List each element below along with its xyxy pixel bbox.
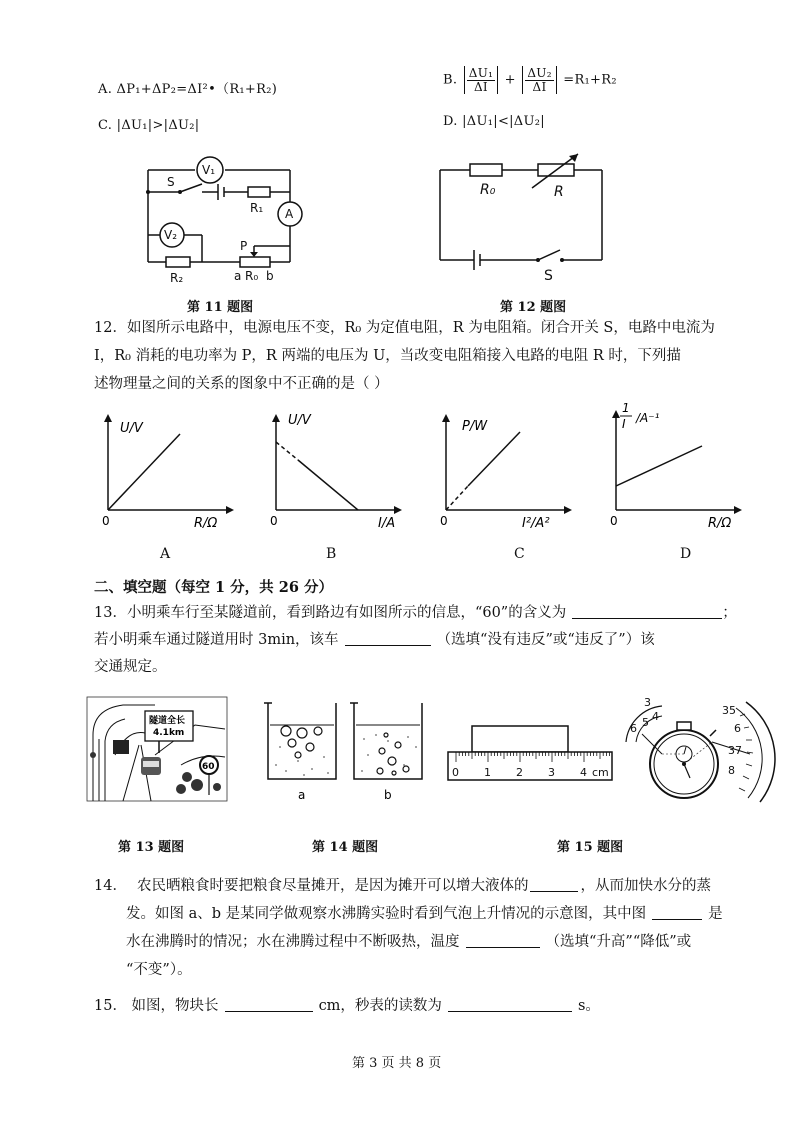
graph-c-ylabel: P/W <box>462 419 488 434</box>
graph-d <box>608 400 758 530</box>
graph-b-xlabel: I/A <box>378 516 396 530</box>
ruler-tick-3: 3 <box>548 766 555 779</box>
graph-d-xlabel: R/Ω <box>708 516 732 530</box>
graph-d-ylabel-den: I <box>622 417 626 431</box>
option-b-num1: ΔU₁ <box>468 65 494 80</box>
graph-c-origin: 0 <box>440 514 448 528</box>
graph-d-origin: 0 <box>610 514 618 528</box>
label-r0: R₀ <box>245 269 259 283</box>
graph-b-letter: B <box>326 546 337 562</box>
q14-blank3[interactable] <box>466 933 540 948</box>
ruler-tick-1: 1 <box>484 766 491 779</box>
ruler-with-block <box>446 720 616 790</box>
label-r1: R₁ <box>250 201 264 215</box>
graph-c <box>438 410 578 530</box>
graph-d-ylabel-unit: /A⁻¹ <box>636 411 660 425</box>
graph-d-ylabel-num: 1 <box>622 401 630 415</box>
graph-c-letter: C <box>514 546 525 562</box>
q14-line1: 14． 农民晒粮食时要把粮食尽量摊开，是因为摊开可以增大液体的 ，从而加快水分的蒸 <box>94 878 711 894</box>
beaker-a-label: a <box>298 788 306 802</box>
q13-line2: 若小明乘车通过隧道用时 3min，该车 （选填“没有违反”或“违反了”）该 <box>94 632 655 648</box>
graph-d-letter: D <box>680 546 692 562</box>
option-b-den1: ΔI <box>473 79 488 94</box>
tunnel-sign-line1: 隧道全长 <box>149 716 186 726</box>
graph-a <box>100 410 240 530</box>
option-b-prefix: B. <box>443 72 458 88</box>
ruler-unit: cm <box>592 766 609 779</box>
ruler-tick-2: 2 <box>516 766 523 779</box>
option-b <box>443 66 617 94</box>
option-b-suffix: =R₁+R₂ <box>563 72 617 88</box>
option-b-num2: ΔU₂ <box>527 65 552 80</box>
beaker-b-label: b <box>384 788 392 802</box>
circuit-11-diagram <box>140 150 310 290</box>
minute-tick-3: 3 <box>644 696 651 709</box>
label-r: R <box>554 184 564 200</box>
q12-line1: 12．如图所示电路中，电源电压不变，R₀ 为定值电阻，R 为电阻箱。闭合开关 S，电路中电流为 <box>94 320 715 336</box>
second-tick-8: 8 <box>728 764 735 777</box>
tunnel-illustration <box>85 695 230 805</box>
label-b-end: b <box>266 269 274 283</box>
boiling-beakers <box>258 695 438 805</box>
option-d: D. |ΔU₁|<|ΔU₂| <box>443 114 545 129</box>
caption-fig11: 第 11 题图 <box>187 300 254 315</box>
bubbles-b <box>377 733 409 775</box>
option-c: C. |ΔU₁|>|ΔU₂| <box>98 118 200 133</box>
bubbles-a <box>281 726 322 758</box>
label-a-end: a <box>234 269 242 283</box>
section-2-heading: 二、填空题（每空 1 分，共 26 分） <box>94 579 333 596</box>
q14-line3: 水在沸腾时的情况；水在沸腾过程中不断吸热，温度 （选填“升高”“降低”或 <box>126 934 692 950</box>
graph-b <box>268 410 408 530</box>
graph-c-dashed <box>446 486 468 510</box>
stopwatch <box>622 692 782 812</box>
q15-line: 15． 如图，物块长 cm，秒表的读数为 s。 <box>94 998 600 1014</box>
q13-blank1[interactable] <box>572 604 722 619</box>
circuit-12-diagram <box>430 150 610 285</box>
option-a: A. ΔP₁+ΔP₂=ΔI²•（R₁+R₂) <box>98 82 278 97</box>
q15-blank1[interactable] <box>225 997 313 1012</box>
q12-line3: 述物理量之间的关系的图象中不正确的是（ ） <box>94 376 389 392</box>
ruler-tick-0: 0 <box>452 766 459 779</box>
graph-b-origin: 0 <box>270 514 278 528</box>
graph-c-line <box>468 432 520 486</box>
graph-a-letter: A <box>160 546 171 562</box>
option-b-plus: + <box>504 72 516 88</box>
q14-blank1[interactable] <box>530 877 578 892</box>
q12-line2: I，R₀ 消耗的电功率为 P，R 两端的电压为 U，当改变电阻箱接入电路的电阻 R 时，下列描 <box>94 348 681 364</box>
caption-fig13: 第 13 题图 <box>118 840 185 855</box>
block <box>472 726 568 752</box>
second-tick-37: 37 <box>728 744 742 757</box>
q15-blank2[interactable] <box>448 997 572 1012</box>
graph-a-line <box>108 434 180 510</box>
caption-fig12: 第 12 题图 <box>500 300 567 315</box>
q14-line2: 发。如图 a、b 是某同学做观察水沸腾实验时看到气泡上升情况的示意图，其中图 是 <box>126 906 723 922</box>
graph-a-xlabel: R/Ω <box>194 516 218 530</box>
ruler <box>448 752 612 780</box>
minute-tick-6: 6 <box>630 722 637 735</box>
minute-tick-5: 5 <box>642 716 649 729</box>
graph-c-xlabel: I²/A² <box>522 516 550 530</box>
speed-limit-value: 60 <box>202 762 215 772</box>
label-s: S <box>167 175 175 189</box>
second-tick-6: 6 <box>734 722 741 735</box>
ruler-tick-4: 4 <box>580 766 587 779</box>
graph-b-ylabel: U/V <box>288 413 311 428</box>
caption-fig14: 第 14 题图 <box>312 840 379 855</box>
label-r2: R₂ <box>170 271 184 285</box>
q13-line1: 13．小明乘车行至某隧道前，看到路边有如图所示的信息，“60”的含义为 ； <box>94 605 737 621</box>
caption-fig15: 第 15 题图 <box>557 840 624 855</box>
label-r0: R₀ <box>480 182 496 198</box>
q14-line4: “不变”）。 <box>126 962 192 978</box>
q14-blank2[interactable] <box>652 905 702 920</box>
label-p: P <box>240 239 248 253</box>
option-b-den2: ΔI <box>532 79 547 94</box>
q13-blank2[interactable] <box>345 631 431 646</box>
label-v1: V₁ <box>202 163 216 177</box>
minute-tick-4: 4 <box>652 710 659 723</box>
graph-d-line <box>616 446 702 486</box>
graph-b-line <box>298 460 358 510</box>
tunnel-sign-line2: 4.1km <box>153 728 185 738</box>
graph-a-origin: 0 <box>102 514 110 528</box>
graph-a-ylabel: U/V <box>120 421 143 436</box>
second-tick-35: 35 <box>722 704 736 717</box>
label-s: S <box>544 268 553 284</box>
page-footer: 第 3 页 共 8 页 <box>352 1056 442 1071</box>
q13-line3: 交通规定。 <box>94 659 167 675</box>
label-a: A <box>285 207 294 221</box>
label-v2: V₂ <box>164 228 178 242</box>
graph-b-dashed <box>276 442 298 460</box>
